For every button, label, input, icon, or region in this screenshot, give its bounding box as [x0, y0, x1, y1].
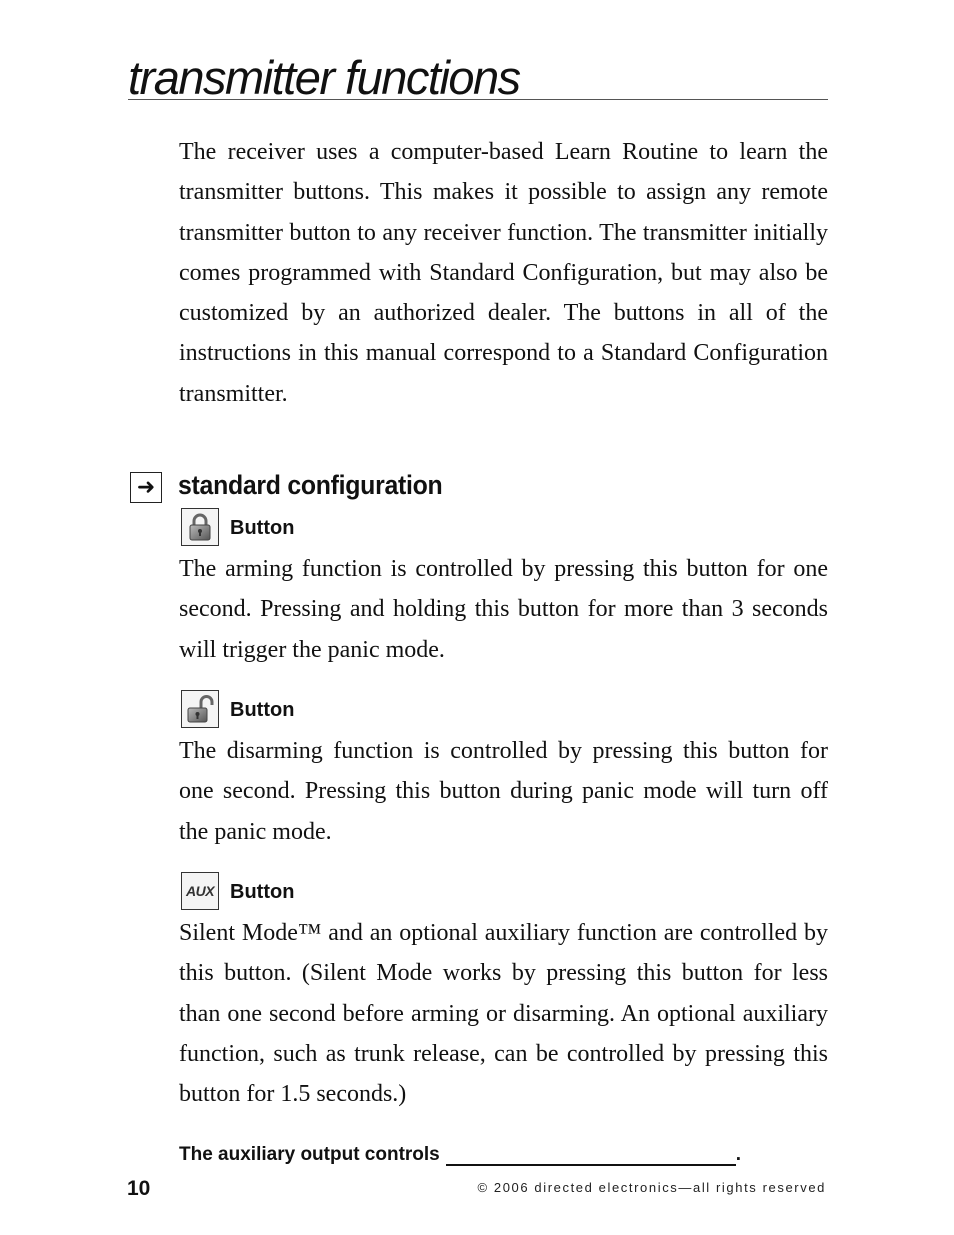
fill-in-label: The auxiliary output controls [179, 1144, 440, 1165]
lock-icon-graphic [185, 511, 215, 543]
unlock-icon [181, 690, 219, 728]
unlock-button-description: The disarming function is controlled by pressing this button for one second. Pressing this button during panic mode will turn off the panic mode. [179, 738, 828, 845]
title-rule [128, 99, 828, 100]
section-arrow-icon: ➜ [130, 472, 162, 503]
intro-paragraph: The receiver uses a computer-based Learn Routine to learn the transmitter buttons. This makes it possible to assign any remote transmitter button to any receiver function. The transmitter initially comes programmed with Standard Configuration, but may also be customized by an authorized dealer. The buttons in all of the instructions in this manual correspond to a Standard Configuration transmitter. [179, 139, 828, 407]
section-heading: standard configuration [178, 470, 443, 500]
page-title: transmitter functions [128, 51, 520, 104]
lock-button-label: Button [230, 517, 295, 539]
unlock-icon-graphic [185, 693, 215, 725]
aux-output-fill-in [179, 1144, 741, 1166]
lock-button-description: The arming function is controlled by pressing this button for one second. Pressing and holding this button for more than 3 seconds will trigger the panic mode. [179, 556, 828, 663]
fill-in-blank[interactable] [446, 1146, 736, 1166]
fill-in-end: . [735, 1144, 742, 1165]
aux-icon-text: AUX [185, 883, 215, 899]
copyright: © 2006 directed electronics—all rights reserved [477, 1180, 826, 1195]
aux-button-label: Button [230, 881, 295, 903]
page-number: 10 [127, 1177, 151, 1200]
lock-icon [181, 508, 219, 546]
unlock-button-label: Button [230, 699, 295, 721]
aux-icon [181, 872, 219, 910]
aux-button-description: Silent Mode™ and an optional auxiliary function are controlled by this button. (Silent Mode works by pressing this button for less than one second before arming or disarming. An optional auxiliary function, such as trunk release, can be controlled by pressing this button for 1.5 seconds.) [179, 920, 828, 1108]
